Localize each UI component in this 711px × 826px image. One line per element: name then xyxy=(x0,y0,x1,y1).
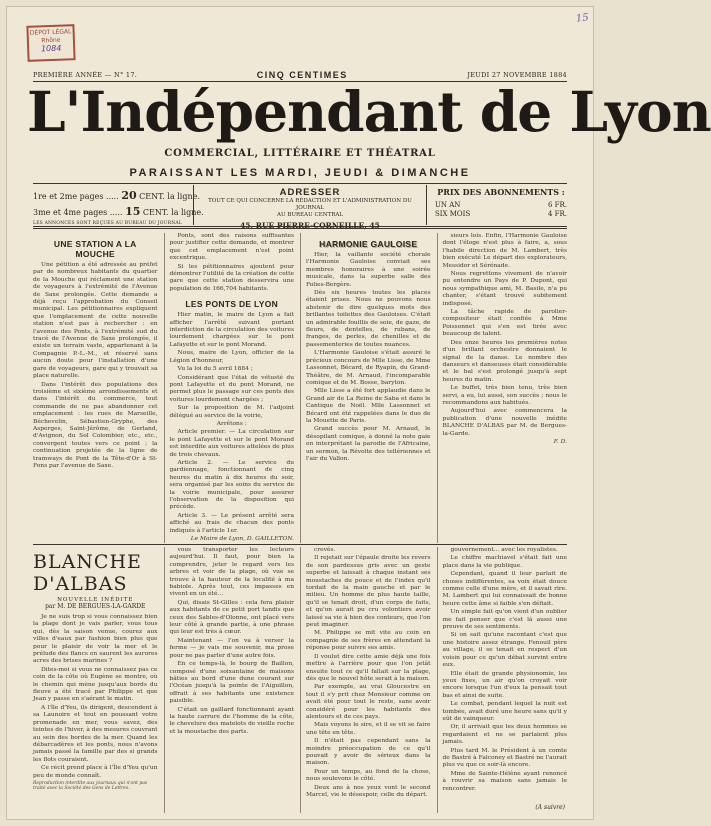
subscription-label: UN AN xyxy=(435,201,461,209)
article-paragraph: Le buffet, très bien tenu, très bien servi, a eu, lui aussi, son succès ; nous le recommandons aux habitués. xyxy=(442,385,567,406)
stamp-line2: Rhône xyxy=(41,36,61,45)
article-paragraph: Ponts, sont des raisons suffisantes pour justifier cette demande, et montrer que cet emplacement n'est point excentrique. xyxy=(169,233,294,262)
stamp-line1: DÉPOT LÉGAL xyxy=(29,28,72,37)
column-4 xyxy=(437,233,568,543)
article-paragraph: Une pétition a été adressée au préfet par de nombreux habitants du quartier de la Mouche qui réclament une station de voyageurs à l'extrémité de l'Avenue de Saxe prolongée. Cette demande a déjà reçu l'approbation du Conseil municipal. Les pétitionnaires expliquent que l'emplacement de cette nouvelle station n'est pas à rechercher : en l'avenue des Ponts, à l'extrémité sud du tracé de l'Avenue de Saxe prolongée, il existe un terrain vaste, appartenant à la Compagnie P.-L.-M., et réservé sans aucun doute pour l'installation d'une gare de voyageurs, gare qui y trouvait sa place naturelle. xyxy=(33,262,158,380)
feuilleton-column-3 xyxy=(300,547,431,813)
article-heading: HARMONIE GAULOISE xyxy=(319,239,418,249)
article-heading: LES PONTS DE LYON xyxy=(185,299,279,310)
feuilleton-paragraph: Deux ans à nos yeux vont le second Marcel, vie le désespoir, celle du départ. xyxy=(306,784,431,798)
newspaper-subtitle: COMMERCIAL, LITTÉRAIRE ET THÉATRAL xyxy=(164,148,436,159)
feuilleton-paragraph: En ce temps-là, le bourg de Baillon, composé d'une soixantaine de maisons bâties au bord d'une dune courant sur l'Océan jusqu'à la pointe de l'Aiguillon, offrait à ses habitants une existence paisible. xyxy=(169,661,294,705)
feuilleton-paragraph: Elle était de grande physionomie, les yeux fixes, un air qu'on croyait voir encore lorsque l'un d'eux la pensait tout bas et ainsi de suite. xyxy=(442,670,567,699)
article-paragraph: Mlle Lisse a été fort applaudie dans le Grand air de La Reine de Saba et dans le Cantique de Noël. Mlle Lassonnet et Bécard ont été rappelées dans le duo de la Mouette de Paris. xyxy=(306,388,431,424)
edition-label: PREMIÈRE ANNÉE — N° 17. xyxy=(33,71,138,79)
price-label: CINQ CENTIMES xyxy=(256,70,348,80)
column-3 xyxy=(300,233,431,543)
feuilleton-paragraph: Mme de Sainte-Hélène ayant renoncé à rouvrir sa maison sans jamais le rencontrer. xyxy=(442,770,567,792)
sheet-number: 15 xyxy=(575,12,590,25)
feuilleton-paragraph: Dites-moi si vous ne connaissez pas ce coin de la côte où Eugène se montre, où le chemin qui mène jusqu'aux bords du fleuve a été tracé par Philippe et que Jean y passe en s'aérant le matin. xyxy=(33,666,158,703)
article-paragraph: Grand succès pour M. Arnaud, le désopilant comique, à donné la note gaie en interprétant la parodie de l'Africaine, un sermon, la Révolte des tellériennes et l'air du Vallon. xyxy=(306,426,431,462)
feuilleton-column-1 xyxy=(33,547,158,813)
article-heading: UNE STATION A LA MOUCHE xyxy=(53,239,137,259)
ad-rate-label-1: 1re et 2me pages xyxy=(33,192,104,201)
article-paragraph: Considérant que l'état de vétusté du pont Lafayette et du pont Morand, ne permet plus le passage sur ces ponts des voitures lourdement chargées ; xyxy=(169,374,294,403)
address-line1: TOUT CE QUI CONCERNE LA RÉDACTION ET L'ADMINISTRATION DU JOURNAL xyxy=(208,198,412,211)
feuilleton-paragraph: Ce récit prend place à l'Île d'Yeu qu'un peu de monde connaît. xyxy=(33,765,158,779)
article-paragraph: L'Harmonie Gauloise s'était assuré le précieux concours de Mlle Lisse, de Mme Lassonnet, Bécard, de Ryapin, du Grand-Théâtre, de M. Arnaud, l'incomparable comique et de M. Bosse, baryton. xyxy=(306,350,431,386)
ad-rate-label-2: 3me et 4me pages xyxy=(33,208,108,217)
feuilleton-paragraph: Le combat, pendant lequel la nuit est tombée, avait duré une heure sans qu'il y eût de vainqueur. xyxy=(442,701,567,722)
article-paragraph: Nous, maire de Lyon, officier de la Légion d'honneur, xyxy=(169,350,294,364)
news-columns xyxy=(33,233,567,543)
feuilleton-paragraph: Or, il arrivait que les deux hommes se regardaient et ne se parlaient plus jamais. xyxy=(442,724,567,746)
subscription-price: 6 FR. xyxy=(547,201,567,209)
ad-rate-price-1: 20 xyxy=(121,189,137,202)
stamp-number: 1084 xyxy=(40,43,62,54)
feuilleton-columns xyxy=(33,547,567,813)
newspaper-title: L'Indépendant de Lyon xyxy=(27,79,711,144)
feuilleton-author: par M. DE BERGUES-LA-GARDE xyxy=(45,603,146,610)
feuilleton-paragraph: Le chiffre machiavel s'était fait une place dans la vie publique. xyxy=(442,555,567,569)
subscription-heading: PRIX DES ABONNEMENTS : xyxy=(437,187,565,197)
feuilleton-paragraph: Qui, disais St-Gilles : cela fera plaisir aux habitants de ce petit port tandis que ceux des Sables-d'Olonne, ont placé vers leur côté à grande partie, à une phrase qui leur est très à cœur. xyxy=(169,599,294,636)
feuilleton-paragraph: C'était un gaillard fonctionnant ayant la haute carrure de l'homme de la côte, le chevelure des matelots de vieille roche et la moustache des parts. xyxy=(169,706,294,735)
article-paragraph: Dans l'intérêt des populations des troisième et sixième arrondissements et dans l'intérêt du commerce, tout commande de ne pas abandonner cet emplacement : les rues de Marseille, Béchevelin, Sébastien-Gryphe, des Asperges, Saint-Jérôme, de Gerland, d'Avignon, du Sol Colombier, etc., etc., convergent toutes vers ce point ; la continuation projetée de la ligne de tramways de Pont de la Tête-d'Or à St-Fons par l'avenue de Saxe. xyxy=(33,381,158,469)
feuilleton-tag: NOUVELLE INÉDITE xyxy=(57,597,134,603)
feuilleton-paragraph: Si on sait qu'une racontant c'est que une histoire assez étrange. Fenouil père au village, il se tenait en respect d'un voisin pour ce qu'un débat survint entre eux. xyxy=(442,632,567,669)
article-paragraph: Des onze heures les premières notes d'un brillant orchestre donnaient le signal de la danse. Le nombre des danseurs et danseuses était considérable et le bal s'est prolongé jusqu'à sept heures du matin. xyxy=(442,339,567,383)
ad-rate-unit-1: CENT. la ligne. xyxy=(139,192,200,201)
to-be-continued: (A suivre) xyxy=(535,804,565,811)
subscription-label: SIX MOIS xyxy=(435,210,471,218)
article-paragraph: Sur la proposition de M. l'adjoint délégué au service de la voirie, xyxy=(169,405,294,419)
advertising-rates: 1re et 2me pages ..... 20 CENT. la ligne. 3me et 4me pages ..... 15 CENT. la ligne. LES ANNONCES SONT REÇUES AU BUREAU DU JOURNAL xyxy=(33,189,204,226)
column-2 xyxy=(164,233,295,543)
article-signature: F. D. xyxy=(553,438,567,445)
feuilleton-footnote: Reproduction interdite aux journaux qui n'ont pas traité avec la Société des Gens de Lettres. xyxy=(33,780,148,792)
feuilleton-paragraph: M. Philippe se mit vite au coin en compagnie de ses frères en attendant la réponse pour suivre ses amis. xyxy=(306,630,431,652)
feuilleton-rule xyxy=(33,544,567,545)
feuilleton-paragraph: Je ne suis trop si vous connaissez bien la plage dont je vais parler, vous tous qui, dès la saison venue, courez aux villes d'eaux par fashion bien plus que pour le plaisir de voir la mer et le prélude des flancs en saurent les aurores acres des brises marines ? xyxy=(33,614,158,665)
feuilleton-paragraph: gouvernement... avec les royalistes. xyxy=(450,547,558,553)
feuilleton-paragraph: Mais voyons le sire, et il se vit se faire une tête en tête. xyxy=(306,722,431,736)
subscription-row xyxy=(435,210,567,219)
feuilleton-column-2 xyxy=(164,547,295,813)
article-paragraph: Si les pétitionnaires ajoutent pour démontrer l'utilité de la création de cette gare que cette station desservira une population de 166,704 habitants. xyxy=(169,263,294,292)
feuilleton-paragraph: A l'île d'Yeu, ils dirigent, descendent à sa Launoire et tout en poussant votre promenade en mer, vous savez, des teintes de l'hiver, à des mesures couvrant au sein des bordes de la mer. Quand les débarcadères et les ponts, nous n'avons jamais passé la famille par des si grands les flots couraient. xyxy=(33,704,158,763)
ads-note: LES ANNONCES SONT REÇUES AU BUREAU DU JOURNAL xyxy=(33,221,183,226)
feuilleton-paragraph: Pour un temps, au fond de la chose, nous soulevons le côté. xyxy=(306,768,431,783)
subscription-price: 4 FR. xyxy=(547,210,567,218)
ad-rate-unit-2: CENT. la ligne. xyxy=(142,208,204,217)
feuilleton-paragraph: Il voulut dire cette amie déjà une fois mettre à l'arrière pour que l'on jetât ensuite tout ce qu'il fallait sur la plage, dès que le nouvel hôte serait à la maison. xyxy=(306,653,431,682)
feuilleton-paragraph: vous transporter les lecteurs aujourd'hui. Il faut, pour bien la comprendre, jeter le regard vers les arbres et voir de la plage, où vue se trouve à la hauteur de la localité à ma babiole. Après tout, ces impasses en vivent en un été... xyxy=(169,547,294,598)
publication-schedule: PARAISSANT LES MARDI, JEUDI & DIMANCHE xyxy=(129,167,471,179)
feuilleton-paragraph: Maintenant — l'on va à verser la ferme — je vais me souvenir, ma prose pour ne pas parler d'une autre fois. xyxy=(169,637,294,659)
article-signature: Le Maire de Lyon, D. GAILLETON. xyxy=(190,536,294,543)
subscription-prices xyxy=(427,185,567,225)
article-paragraph: Dès six heures toutes les places étaient prises. Nous ne pouvons nous abstenir de dire quelques mots des brillantes toilettes des Gauloises. C'était un admirable fouillis de soie, de gaze, de fleurs, de dentelles, de rubans, de franges, de perles, de chenilles et de passementeries de toutes nuances. xyxy=(306,290,431,348)
feuilleton-paragraph: Il n'était pas cependant sans la moindre préoccupation de ce qu'il pouvait y avoir de sérieux dans la maison. xyxy=(306,738,431,767)
article-paragraph: Aujourd'hui avec commencera la publication d'une nouvelle inédite BLANCHE D'ALBAS par M. de Bergues-la-Garde. xyxy=(442,408,567,437)
article-paragraph: Hier, la vaillante société chorale l'Harmonie Gauloise conviait ses membres honoraires à une soirée musicale, dans la superbe salle des Folies-Bergère. xyxy=(306,252,431,288)
subscription-row xyxy=(435,201,567,210)
infobar-rule-bottom-2 xyxy=(33,228,567,229)
feuilleton-paragraph: Cependant, quand il leur parlait de choses indifférentes, sa voix était douce comme celle d'une mère, et il savait rire. M. Lambert qui lui connaissait de bonne heure cette âme si faible s'en défiait. xyxy=(442,571,567,607)
article-paragraph: Article premier. — La circulation sur le pont Lafayette et sur le pont Morand est interdite aux voitures attelées de plus de trois chevaux. xyxy=(169,429,294,458)
issue-date: JEUDI 27 NOVEMBRE 1884 xyxy=(467,71,567,79)
column-1 xyxy=(33,233,158,543)
article-paragraph: Arrêtons : xyxy=(216,420,247,427)
article-paragraph: Article 3. — Le présent arrêté sera affiché au frais de chacun des ponts indiqués à l'article 1er. xyxy=(169,512,294,534)
article-paragraph: Hier matin, le maire de Lyon a fait afficher l'arrêté suivant portant interdiction de la circulation des voitures lourdement chargées sur le pont Lafayette et sur le pont Morand. xyxy=(169,312,294,348)
feuilleton-paragraph: Par exemple, au vrai Gloucestre en tout il s'y prit chez Monsieur comme on avait été pour tout le reste, sans avoir considéré pour les habitants des alentours et de ces pays. xyxy=(306,684,431,720)
feuilleton-column-4 xyxy=(437,547,568,813)
feuilleton-paragraph: Un simple fait qu'on vient d'un oublier me fait penser que c'est là aussi une preuve de ses sentiments. xyxy=(442,609,567,631)
info-bar xyxy=(33,185,567,225)
feuilleton-paragraph: crevés. xyxy=(314,547,336,553)
article-paragraph: Vu la loi du 5 avril 1884 ; xyxy=(177,366,253,373)
article-paragraph: La tâche rapide de parolier-compositeur était confiée à Mme Poissonnet qui s'en est tirée avec beaucoup de talent. xyxy=(442,309,567,338)
address-line2: AU BUREAU CENTRAL xyxy=(276,212,343,218)
address-block xyxy=(193,185,427,225)
article-paragraph: Article 2. — Le service du gardiennage, fonctionnant de cinq heures du matin à dix heures du soir, sera organisé par les soins du service de la voirie municipale, pour assurer l'observation de la disposition qui précède. xyxy=(169,459,294,511)
infobar-rule-bottom xyxy=(33,226,567,227)
ad-rate-price-2: 15 xyxy=(125,205,141,218)
newspaper-page xyxy=(6,6,711,820)
feuilleton-paragraph: Plus tard M. le Président à un comte de Bastré à Falconey et Bastré ne l'aurait plus vu que ce soir-là encore. xyxy=(442,747,567,769)
article-paragraph: Nous regrettons vivement de n'avoir pu entendre un Pays de P. Dupont, qui nous sympathique ami, M. Basile, n'a pu chanter, s'étant trouvé subitement indisposé. xyxy=(442,271,567,307)
infobar-rule-top xyxy=(33,183,567,184)
feuilleton-paragraph: Il rejetait sur l'épaule droite les revers de son pardessus gris avec un geste superbe et laissait à chaque instant ses moustaches du pouce et de l'index qu'il tordait de la main gauche et par le milieu. Un homme de plus haute taille, qu'il se tenait droit, d'un corps de faits, et qu'on aurait pu cru volontiers avoir laissé sa vie à bien des conteurs, que l'on peut imaginer. xyxy=(306,555,431,629)
feuilleton-title: BLANCHE D'ALBAS xyxy=(33,551,142,595)
legal-deposit-stamp xyxy=(26,24,75,62)
address-heading: ADRESSER xyxy=(279,187,341,198)
article-paragraph: sieurs lois. Enfin, l'Harmonie Gauloise dont l'éloge n'est plus à faire, a, sous l'habile direction de M. Lambert, très bien exécuté Le départ des explorateurs, Messidor et Sérénade. xyxy=(442,233,567,269)
